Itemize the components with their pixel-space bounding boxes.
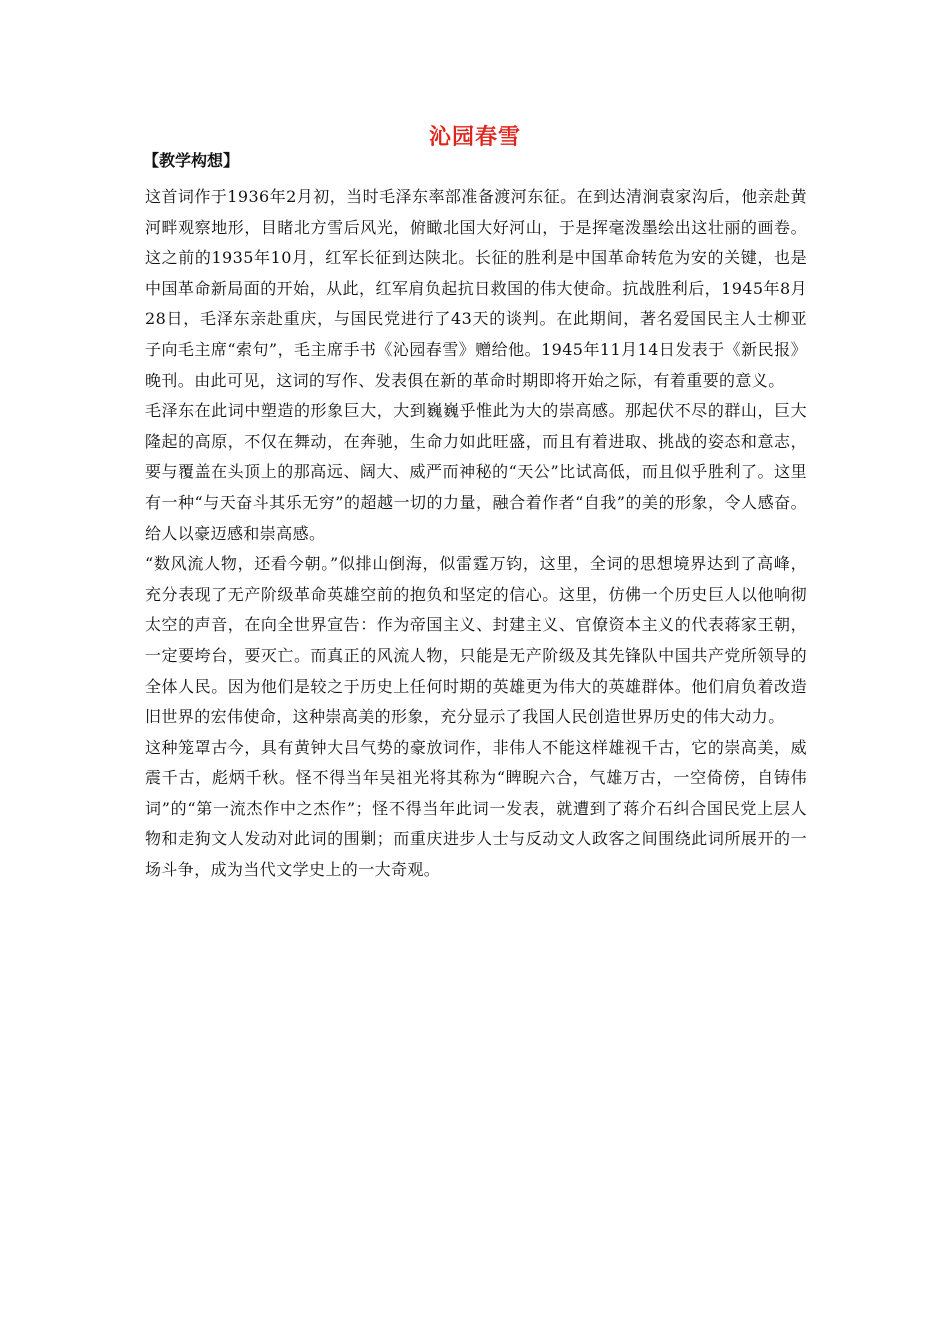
paragraph-2: 毛泽东在此词中塑造的形象巨大，大到巍巍乎惟此为大的崇高感。那起伏不尽的群山，巨大隆起的高原，不仅在舞动，在奔驰，生命力如此旺盛，而且有着进取、挑战的姿态和意志，要与覆盖在头顶上的那高远、阔大、威严而神秘的“天公”比试高低，而且似乎胜利了。这里有一种“与天奋斗其乐无穷”的超越一切的力量，融合着作者“自我”的美的形象，令人感奋。给人以豪迈感和崇高感。 xyxy=(145,401,807,543)
paragraph-3: “数风流人物，还看今朝。”似排山倒海，似雷霆万钧，这里，全词的思想境界达到了高峰，充分表现了无产阶级革命英雄空前的抱负和坚定的信心。这里，仿佛一个历史巨人以他响彻太空的声音，在向全世界宣告：作为帝国主义、封建主义、官僚资本主义的代表蒋家王朝，一定要垮台，要灭亡。而真正的风流人物，只能是无产阶级及其先锋队中国共产党所领导的全体人民。因为他们是较之于历史上任何时期的英雄更为伟大的英雄群体。他们肩负着改造旧世界的宏伟使命，这种崇高美的形象，充分显示了我国人民创造世界历史的伟大动力。 xyxy=(145,554,807,727)
document-body xyxy=(145,182,807,886)
section-heading: 【教学构想】 xyxy=(143,151,240,170)
page-title: 沁园春雪 xyxy=(428,124,521,150)
paragraph-1: 这首词作于1936年2月初，当时毛泽东率部准备渡河东征。在到达清涧袁家沟后，他亲赴黄河畔观察地形，目睹北方雪后风光，俯瞰北国大好河山，于是挥毫泼墨绘出这壮丽的画卷。这之前的1935年10月，红军长征到达陕北。长征的胜利是中国革命转危为安的关键，也是中国革命新局面的开始，从此，红军肩负起抗日救国的伟大使命。抗战胜利后，1945年8月28日，毛泽东亲赴重庆，与国民党进行了43天的谈判。在此期间，著名爱国民主人士柳亚子向毛主席“索句”，毛主席手书《沁园春雪》赠给他。1945年11月14日发表于《新民报》晚刊。由此可见，这词的写作、发表俱在新的革命时期即将开始之际，有着重要的意义。 xyxy=(145,187,807,390)
paragraph-4: 这种笼罩古今，具有黄钟大吕气势的豪放词作，非伟人不能这样雄视千古，它的崇高美，威震千古，彪炳千秋。怪不得当年吴祖光将其称为“睥睨六合，气雄万古，一空倚傍，自铸伟词”的“第一流杰作中之杰作”；怪不得当年此词一发表，就遭到了蒋介石纠合国民党上层人物和走狗文人发动对此词的围剿；而重庆进步人士与反动文人政客之间围绕此词所展开的一场斗争，成为当代文学史上的一大奇观。 xyxy=(145,737,807,880)
